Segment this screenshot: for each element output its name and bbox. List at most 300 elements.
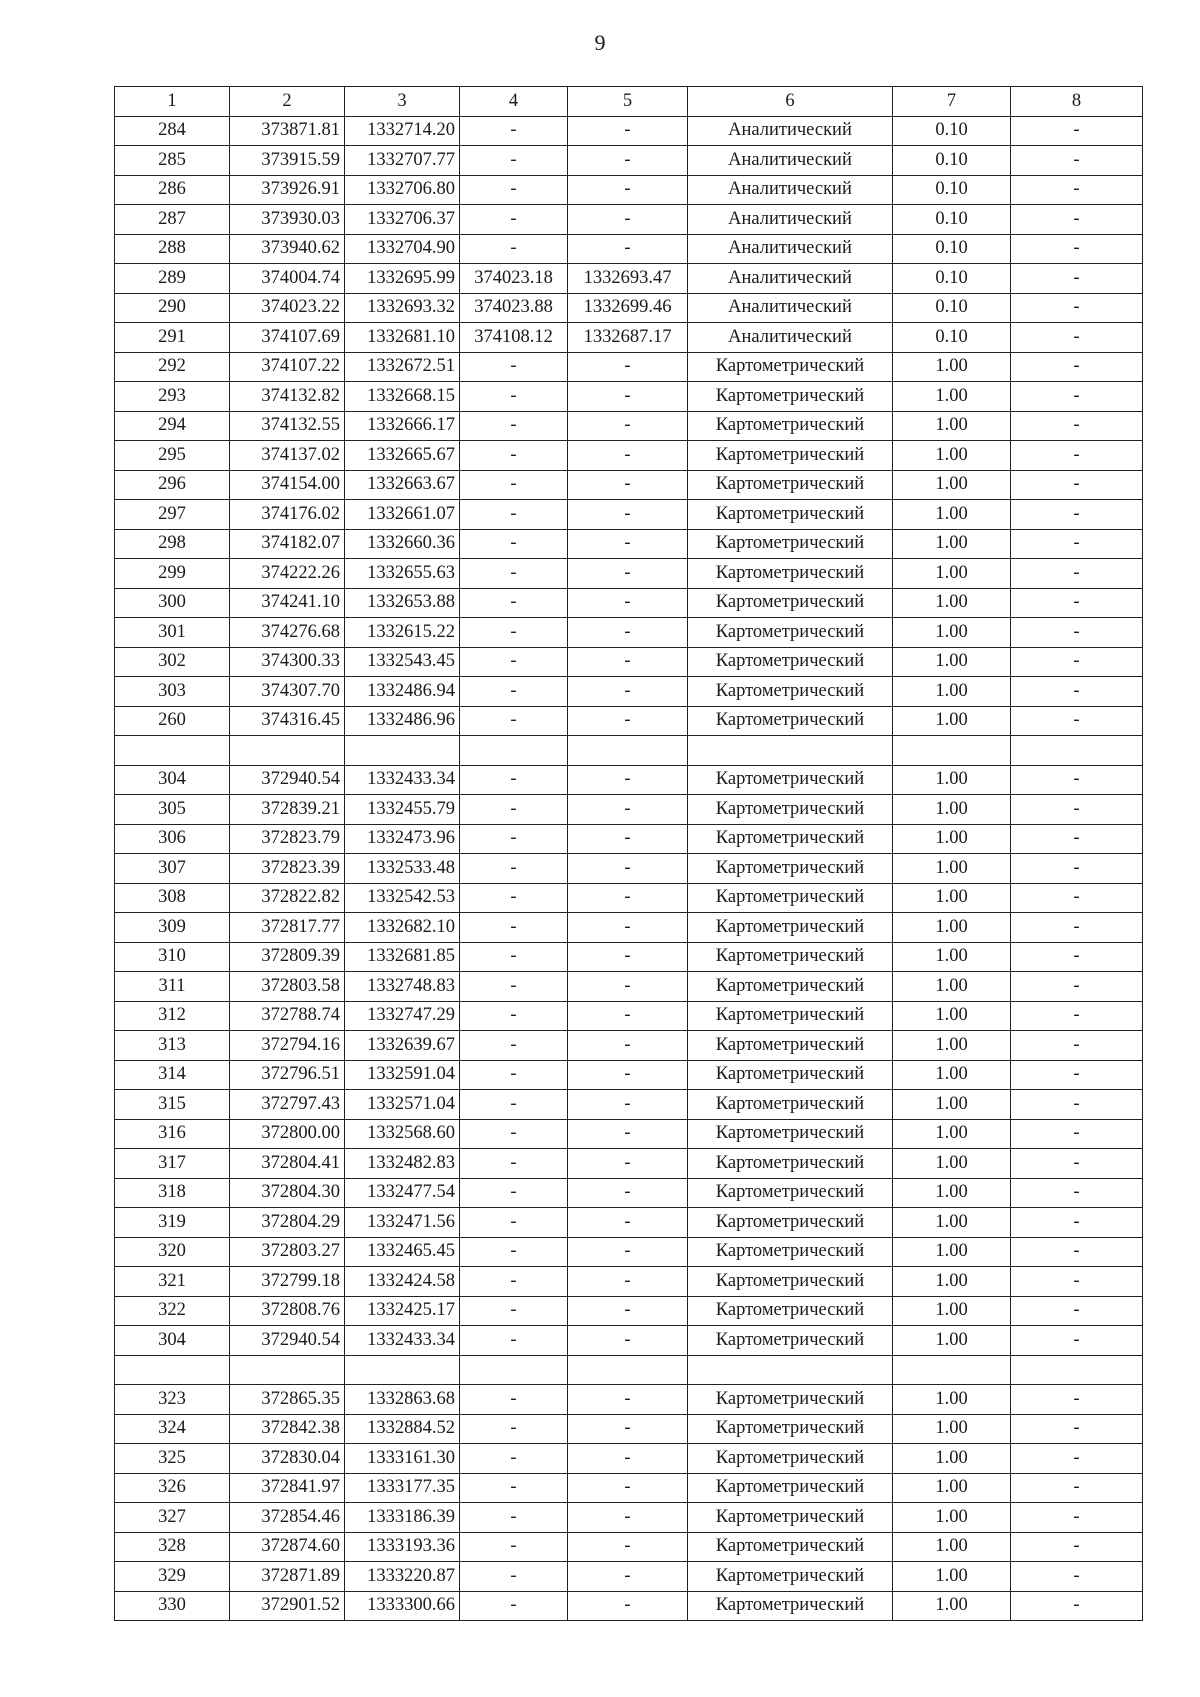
cell-point-number: 292 [115,352,230,382]
cell-x-alt: - [460,588,568,618]
cell-y-coord [345,736,460,766]
cell-point-number: 305 [115,795,230,825]
cell-accuracy: 1.00 [893,677,1011,707]
cell-x-alt: - [460,1119,568,1149]
cell-note: - [1011,1178,1143,1208]
cell-method: Картометрический [688,1031,893,1061]
cell-method: Картометрический [688,470,893,500]
cell-method: Картометрический [688,913,893,943]
cell-y-alt: - [568,382,688,412]
table-row [115,559,1143,589]
cell-method: Картометрический [688,765,893,795]
cell-note: - [1011,1031,1143,1061]
cell-point-number: 304 [115,765,230,795]
table-row [115,1326,1143,1356]
cell-point-number: 303 [115,677,230,707]
cell-y-alt: - [568,559,688,589]
cell-y-alt: - [568,1237,688,1267]
cell-note: - [1011,795,1143,825]
cell-x-alt: - [460,352,568,382]
cell-accuracy: 1.00 [893,1503,1011,1533]
cell-x-alt: - [460,559,568,589]
cell-method: Картометрический [688,677,893,707]
cell-y-alt: - [568,1119,688,1149]
cell-accuracy: 1.00 [893,1591,1011,1621]
table-row [115,1444,1143,1474]
cell-y-alt: 1332693.47 [568,264,688,294]
table-row [115,883,1143,913]
cell-x-coord [230,1355,345,1385]
cell-point-number: 314 [115,1060,230,1090]
cell-y-alt: - [568,1060,688,1090]
cell-method: Аналитический [688,116,893,146]
cell-accuracy: 1.00 [893,824,1011,854]
cell-note: - [1011,205,1143,235]
cell-x-coord: 372817.77 [230,913,345,943]
cell-y-coord: 1332714.20 [345,116,460,146]
cell-x-alt: - [460,883,568,913]
cell-x-alt: 374023.88 [460,293,568,323]
cell-accuracy: 1.00 [893,411,1011,441]
cell-note: - [1011,706,1143,736]
table-row [115,293,1143,323]
cell-y-coord: 1332465.45 [345,1237,460,1267]
table-row [115,264,1143,294]
table-row [115,1296,1143,1326]
cell-accuracy: 0.10 [893,175,1011,205]
cell-x-alt: - [460,972,568,1002]
cell-y-coord: 1333300.66 [345,1591,460,1621]
cell-accuracy: 1.00 [893,1326,1011,1356]
cell-y-alt: - [568,500,688,530]
cell-note: - [1011,1444,1143,1474]
table-row [115,175,1143,205]
separator-row [115,736,1143,766]
cell-y-coord: 1332543.45 [345,647,460,677]
cell-accuracy [893,736,1011,766]
cell-y-coord: 1333177.35 [345,1473,460,1503]
cell-note: - [1011,1149,1143,1179]
cell-method: Картометрический [688,972,893,1002]
cell-point-number: 320 [115,1237,230,1267]
cell-x-coord: 374004.74 [230,264,345,294]
cell-y-coord: 1332473.96 [345,824,460,854]
cell-x-coord: 372865.35 [230,1385,345,1415]
cell-x-alt: - [460,1178,568,1208]
cell-x-coord: 372799.18 [230,1267,345,1297]
cell-y-alt: - [568,795,688,825]
cell-accuracy: 1.00 [893,1001,1011,1031]
cell-x-alt: - [460,1532,568,1562]
cell-y-coord: 1332682.10 [345,913,460,943]
cell-method: Картометрический [688,1385,893,1415]
cell-point-number: 307 [115,854,230,884]
cell-x-alt: - [460,1031,568,1061]
cell-point-number: 260 [115,706,230,736]
cell-y-coord: 1333220.87 [345,1562,460,1592]
cell-y-alt: - [568,411,688,441]
table-row [115,1060,1143,1090]
cell-x-alt: - [460,1149,568,1179]
cell-y-alt: - [568,913,688,943]
cell-y-alt: - [568,1591,688,1621]
cell-y-coord: 1332704.90 [345,234,460,264]
cell-accuracy: 1.00 [893,1178,1011,1208]
cell-x-coord: 374276.68 [230,618,345,648]
cell-x-coord: 374222.26 [230,559,345,589]
cell-accuracy: 0.10 [893,205,1011,235]
cell-x-coord: 372874.60 [230,1532,345,1562]
cell-method: Картометрический [688,706,893,736]
cell-x-alt: - [460,1267,568,1297]
cell-method: Картометрический [688,1149,893,1179]
cell-y-coord: 1332424.58 [345,1267,460,1297]
cell-accuracy: 1.00 [893,1414,1011,1444]
cell-y-coord: 1332425.17 [345,1296,460,1326]
cell-x-alt: - [460,500,568,530]
cell-point-number: 298 [115,529,230,559]
cell-note: - [1011,1385,1143,1415]
cell-y-coord: 1332471.56 [345,1208,460,1238]
cell-y-alt: - [568,1562,688,1592]
cell-point-number: 301 [115,618,230,648]
cell-note: - [1011,824,1143,854]
table-row [115,1473,1143,1503]
cell-point-number: 297 [115,500,230,530]
cell-point-number [115,736,230,766]
table-row [115,1532,1143,1562]
cell-y-alt: - [568,1473,688,1503]
cell-accuracy: 1.00 [893,1090,1011,1120]
cell-accuracy: 1.00 [893,441,1011,471]
cell-point-number: 308 [115,883,230,913]
header-cell: 7 [893,87,1011,117]
cell-note: - [1011,913,1143,943]
cell-note: - [1011,883,1143,913]
cell-y-alt: 1332687.17 [568,323,688,353]
cell-y-alt: - [568,647,688,677]
table-row [115,1267,1143,1297]
cell-x-alt: - [460,234,568,264]
cell-x-coord: 372808.76 [230,1296,345,1326]
cell-method: Картометрический [688,559,893,589]
table-row [115,1001,1143,1031]
table-row [115,618,1143,648]
cell-method: Картометрический [688,1296,893,1326]
cell-method: Аналитический [688,146,893,176]
cell-method: Картометрический [688,529,893,559]
cell-x-coord: 372803.58 [230,972,345,1002]
cell-accuracy: 1.00 [893,854,1011,884]
cell-x-alt: 374023.18 [460,264,568,294]
cell-point-number: 304 [115,1326,230,1356]
cell-accuracy: 1.00 [893,1031,1011,1061]
cell-note: - [1011,647,1143,677]
table-row [115,205,1143,235]
cell-x-coord: 374107.69 [230,323,345,353]
cell-x-coord: 373871.81 [230,116,345,146]
cell-x-coord: 373926.91 [230,175,345,205]
cell-x-coord: 372804.29 [230,1208,345,1238]
cell-method: Картометрический [688,1090,893,1120]
cell-method: Картометрический [688,854,893,884]
table-row [115,1503,1143,1533]
cell-y-alt: - [568,1090,688,1120]
cell-y-coord: 1332542.53 [345,883,460,913]
cell-x-alt: - [460,1562,568,1592]
cell-y-alt: - [568,1149,688,1179]
cell-accuracy: 1.00 [893,529,1011,559]
cell-accuracy: 1.00 [893,1562,1011,1592]
cell-x-coord: 372822.82 [230,883,345,913]
cell-x-alt: - [460,175,568,205]
cell-point-number: 302 [115,647,230,677]
cell-y-coord: 1332663.67 [345,470,460,500]
cell-y-alt: - [568,441,688,471]
cell-y-alt: - [568,1414,688,1444]
cell-y-coord: 1332661.07 [345,500,460,530]
cell-y-coord: 1332660.36 [345,529,460,559]
cell-note: - [1011,1562,1143,1592]
cell-x-alt: 374108.12 [460,323,568,353]
coordinates-table [114,86,1143,1621]
cell-note: - [1011,1473,1143,1503]
cell-point-number: 325 [115,1444,230,1474]
cell-x-alt: - [460,765,568,795]
cell-method: Аналитический [688,293,893,323]
cell-point-number: 318 [115,1178,230,1208]
table-row [115,588,1143,618]
cell-x-alt: - [460,1385,568,1415]
cell-y-alt [568,736,688,766]
cell-method [688,1355,893,1385]
cell-note: - [1011,382,1143,412]
cell-note: - [1011,854,1143,884]
table-row [115,765,1143,795]
cell-accuracy: 1.00 [893,352,1011,382]
cell-y-alt: - [568,1532,688,1562]
cell-x-coord: 372797.43 [230,1090,345,1120]
cell-point-number: 316 [115,1119,230,1149]
cell-point-number: 288 [115,234,230,264]
cell-x-coord: 372809.39 [230,942,345,972]
cell-point-number: 295 [115,441,230,471]
cell-y-coord: 1332693.32 [345,293,460,323]
cell-y-alt: - [568,1385,688,1415]
cell-accuracy: 1.00 [893,1296,1011,1326]
cell-method: Картометрический [688,1119,893,1149]
cell-x-alt: - [460,618,568,648]
cell-x-alt: - [460,1090,568,1120]
cell-y-coord: 1333186.39 [345,1503,460,1533]
cell-note: - [1011,234,1143,264]
cell-y-coord: 1332615.22 [345,618,460,648]
cell-x-alt: - [460,1060,568,1090]
table-row [115,116,1143,146]
cell-x-alt: - [460,1001,568,1031]
cell-x-coord: 372788.74 [230,1001,345,1031]
cell-method: Картометрический [688,588,893,618]
cell-y-coord: 1332477.54 [345,1178,460,1208]
cell-y-coord: 1332482.83 [345,1149,460,1179]
cell-y-coord: 1332681.10 [345,323,460,353]
cell-x-alt: - [460,854,568,884]
cell-x-alt: - [460,942,568,972]
table-row [115,1208,1143,1238]
cell-y-alt: - [568,470,688,500]
cell-note: - [1011,293,1143,323]
table-row [115,854,1143,884]
cell-note: - [1011,1208,1143,1238]
cell-x-coord: 372796.51 [230,1060,345,1090]
cell-note: - [1011,1060,1143,1090]
cell-method: Картометрический [688,1591,893,1621]
cell-y-alt: - [568,116,688,146]
cell-x-coord: 374176.02 [230,500,345,530]
cell-y-coord: 1332672.51 [345,352,460,382]
cell-accuracy: 1.00 [893,1208,1011,1238]
table-row [115,441,1143,471]
cell-point-number: 287 [115,205,230,235]
header-cell: 5 [568,87,688,117]
cell-x-alt: - [460,146,568,176]
cell-point-number: 285 [115,146,230,176]
cell-x-coord: 372901.52 [230,1591,345,1621]
cell-y-coord: 1332884.52 [345,1414,460,1444]
cell-y-coord: 1333193.36 [345,1532,460,1562]
cell-accuracy: 1.00 [893,382,1011,412]
cell-y-alt [568,1355,688,1385]
cell-x-coord: 372800.00 [230,1119,345,1149]
cell-x-coord: 374154.00 [230,470,345,500]
cell-note: - [1011,588,1143,618]
cell-point-number [115,1355,230,1385]
table-row [115,972,1143,1002]
cell-accuracy: 1.00 [893,1149,1011,1179]
cell-method: Картометрический [688,500,893,530]
table-row [115,1178,1143,1208]
cell-accuracy: 1.00 [893,618,1011,648]
cell-method: Картометрический [688,1237,893,1267]
cell-method: Аналитический [688,175,893,205]
cell-y-coord [345,1355,460,1385]
cell-point-number: 315 [115,1090,230,1120]
cell-note: - [1011,1591,1143,1621]
cell-accuracy: 1.00 [893,1444,1011,1474]
cell-x-alt: - [460,441,568,471]
table-row [115,500,1143,530]
cell-accuracy: 1.00 [893,588,1011,618]
table-row [115,1562,1143,1592]
cell-accuracy: 0.10 [893,264,1011,294]
cell-accuracy: 1.00 [893,470,1011,500]
cell-point-number: 284 [115,116,230,146]
cell-y-coord: 1332668.15 [345,382,460,412]
cell-y-coord: 1332568.60 [345,1119,460,1149]
cell-method: Картометрический [688,441,893,471]
cell-accuracy: 0.10 [893,293,1011,323]
cell-x-coord: 372839.21 [230,795,345,825]
table-row [115,382,1143,412]
cell-point-number: 306 [115,824,230,854]
cell-point-number: 327 [115,1503,230,1533]
cell-point-number: 317 [115,1149,230,1179]
cell-note: - [1011,1090,1143,1120]
cell-y-alt: - [568,618,688,648]
cell-note: - [1011,1296,1143,1326]
cell-accuracy: 1.00 [893,913,1011,943]
cell-method: Картометрический [688,1414,893,1444]
cell-accuracy: 1.00 [893,883,1011,913]
cell-y-coord: 1332706.37 [345,205,460,235]
cell-y-coord: 1332653.88 [345,588,460,618]
cell-point-number: 323 [115,1385,230,1415]
cell-point-number: 286 [115,175,230,205]
cell-accuracy: 1.00 [893,765,1011,795]
cell-method: Аналитический [688,234,893,264]
cell-note: - [1011,1326,1143,1356]
cell-method: Картометрический [688,1208,893,1238]
cell-accuracy: 1.00 [893,795,1011,825]
table-row [115,411,1143,441]
cell-point-number: 330 [115,1591,230,1621]
cell-accuracy: 0.10 [893,234,1011,264]
cell-x-coord: 372841.97 [230,1473,345,1503]
cell-note: - [1011,1119,1143,1149]
cell-accuracy: 1.00 [893,972,1011,1002]
cell-x-alt: - [460,470,568,500]
cell-accuracy: 1.00 [893,1060,1011,1090]
table-row [115,1119,1143,1149]
header-cell: 1 [115,87,230,117]
header-cell: 6 [688,87,893,117]
cell-method: Аналитический [688,264,893,294]
cell-method: Картометрический [688,618,893,648]
table-row [115,146,1143,176]
cell-y-alt: - [568,1444,688,1474]
cell-point-number: 326 [115,1473,230,1503]
cell-point-number: 329 [115,1562,230,1592]
cell-point-number: 296 [115,470,230,500]
table-row [115,352,1143,382]
cell-x-alt: - [460,913,568,943]
table-row [115,647,1143,677]
cell-note: - [1011,323,1143,353]
cell-x-coord: 374132.82 [230,382,345,412]
cell-y-coord: 1332455.79 [345,795,460,825]
cell-point-number: 289 [115,264,230,294]
cell-y-alt: - [568,883,688,913]
cell-point-number: 299 [115,559,230,589]
cell-x-alt: - [460,647,568,677]
cell-method: Картометрический [688,1001,893,1031]
table-row [115,323,1143,353]
cell-accuracy: 0.10 [893,116,1011,146]
cell-y-alt: - [568,677,688,707]
cell-x-coord: 374300.33 [230,647,345,677]
cell-method: Картометрический [688,352,893,382]
header-cell: 4 [460,87,568,117]
cell-accuracy: 1.00 [893,1267,1011,1297]
cell-note: - [1011,441,1143,471]
cell-y-coord: 1332666.17 [345,411,460,441]
cell-note: - [1011,559,1143,589]
cell-method: Картометрический [688,647,893,677]
cell-x-coord: 373915.59 [230,146,345,176]
cell-y-alt: - [568,1503,688,1533]
cell-note: - [1011,618,1143,648]
cell-y-coord: 1332486.96 [345,706,460,736]
